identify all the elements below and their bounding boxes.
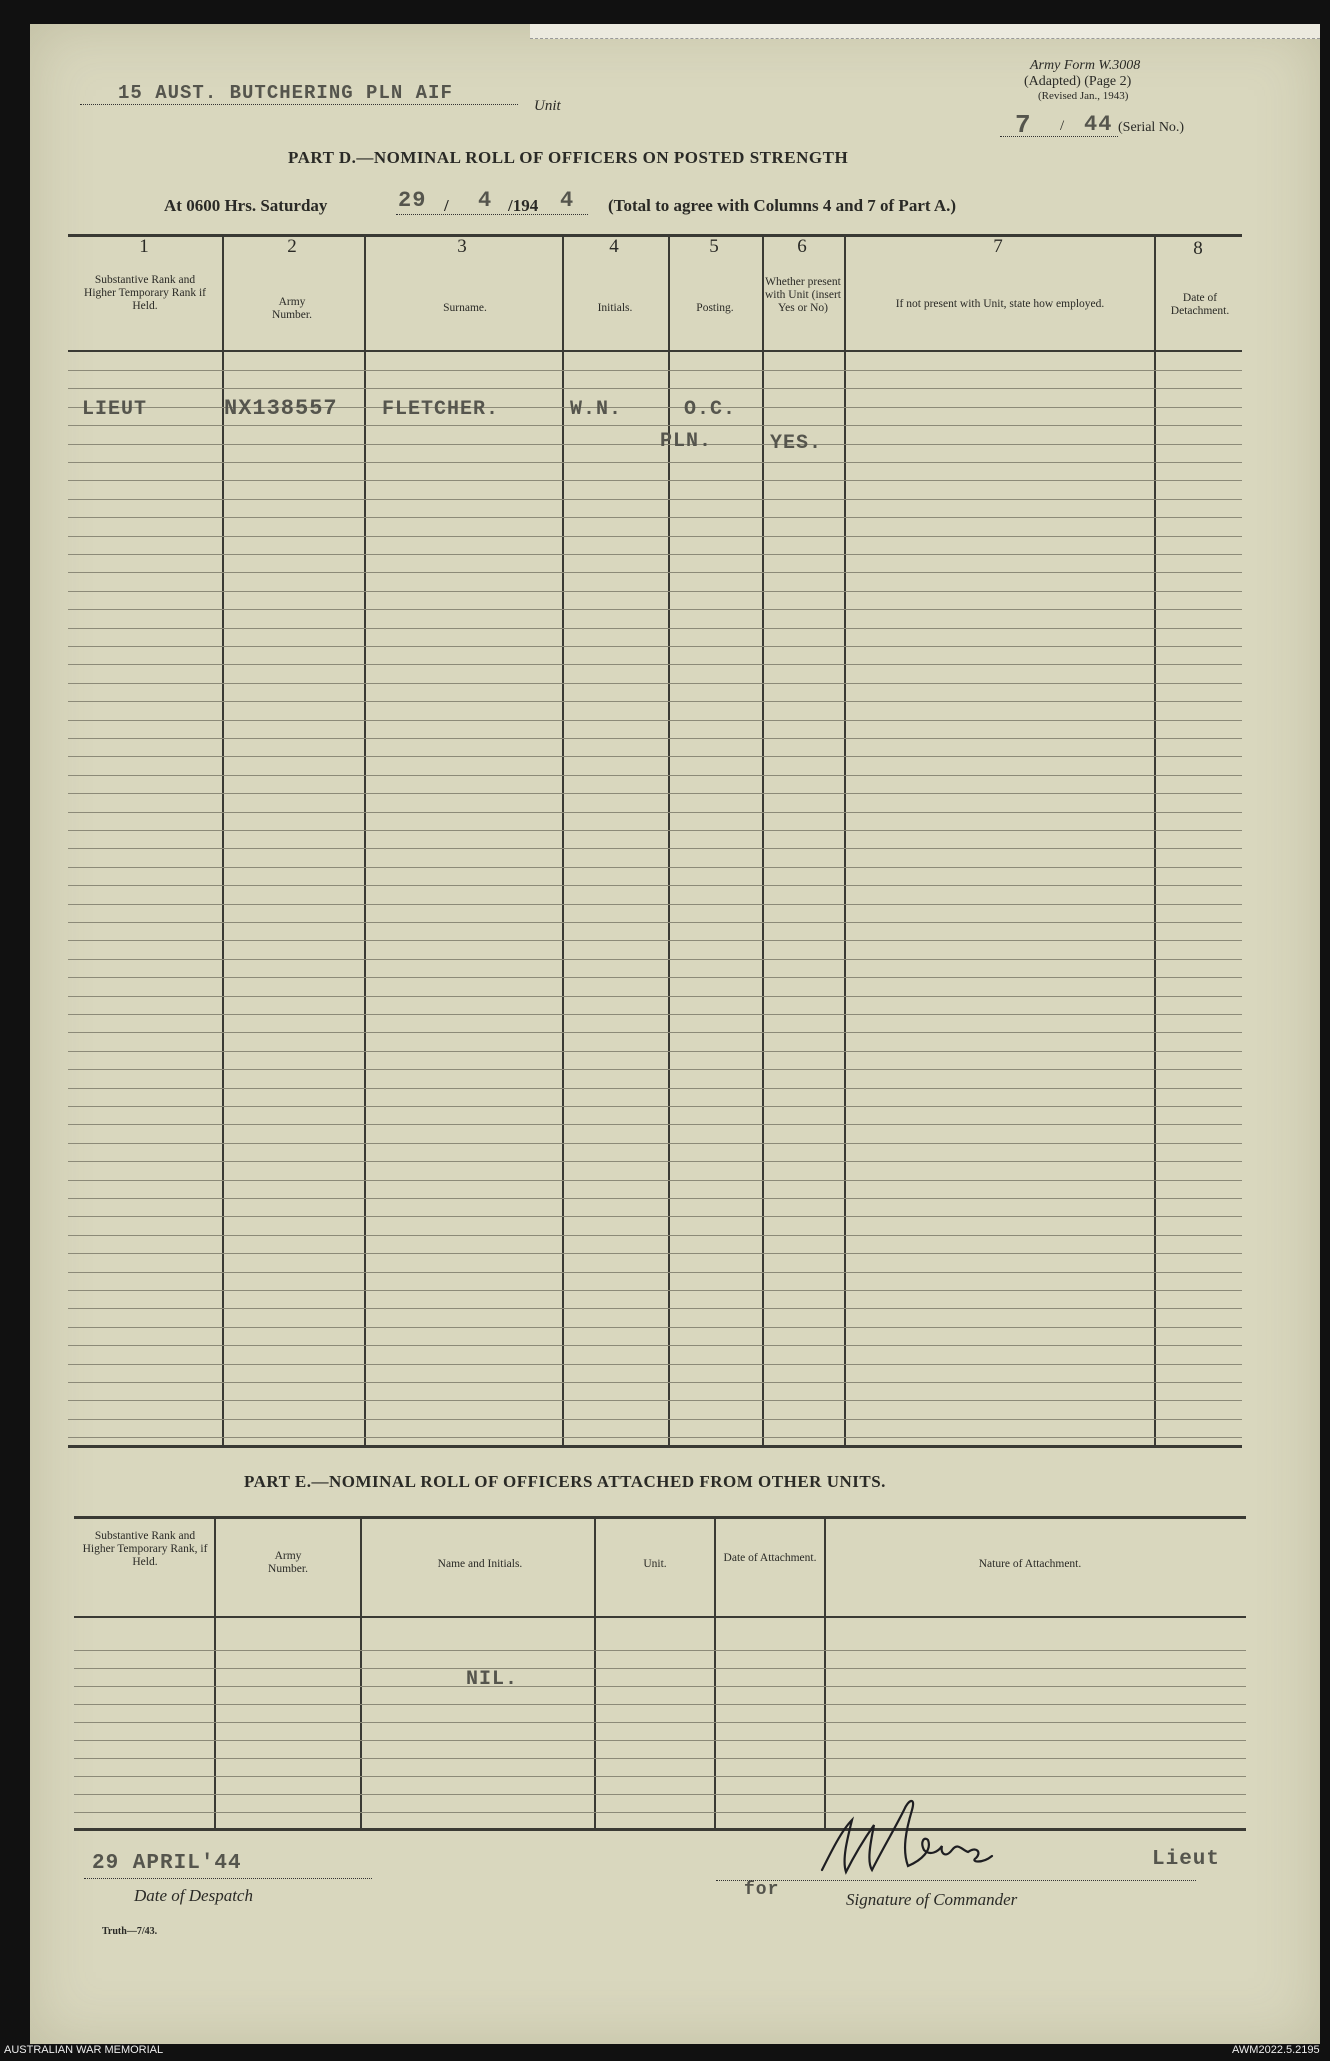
col-head-initials: Initials.: [597, 302, 633, 314]
ruled-line: [74, 1812, 1246, 1813]
row-surname: FLETCHER.: [382, 398, 500, 421]
form-sheet: [30, 24, 1320, 2044]
part-d-col-divider-2: [364, 234, 366, 1445]
part-d-col-divider-3: [562, 234, 564, 1445]
ruled-line: [68, 1088, 1242, 1089]
ruled-line: [68, 1069, 1242, 1070]
ruled-line: [74, 1740, 1246, 1741]
ruled-line: [68, 1272, 1242, 1273]
total-note: (Total to agree with Columns 4 and 7 of Part A.): [608, 196, 957, 215]
unit-value: 15 AUST. BUTCHERING PLN AIF: [118, 82, 453, 104]
part-e-col-divider-3: [594, 1516, 596, 1828]
ruled-line: [68, 1180, 1242, 1181]
despatch-date: 29 APRIL'44: [92, 1852, 242, 1875]
form-adapted: (Adapted) (Page 2): [1024, 74, 1132, 89]
col-head-employed: If not present with Unit, state how employed.: [895, 298, 1105, 310]
row-army-number: NX138557: [224, 396, 338, 421]
col-number-8: 8: [1193, 238, 1203, 259]
col-head-present: Whether present with Unit (insert Yes or No): [764, 276, 842, 314]
ruled-line: [68, 1032, 1242, 1033]
ruled-line: [68, 959, 1242, 960]
signature-dotted-line: [716, 1880, 1196, 1881]
ruled-line: [68, 720, 1242, 721]
commander-signature-mark: [812, 1790, 1032, 1880]
part-d-col-divider-4: [668, 234, 670, 1445]
ruled-line: [68, 444, 1242, 445]
ruled-line: [68, 1143, 1242, 1144]
part-e-nil-entry: NIL.: [466, 1668, 519, 1691]
ruled-line: [74, 1650, 1246, 1651]
ruled-line: [68, 1198, 1242, 1199]
ruled-line: [74, 1722, 1246, 1723]
col-head-rank: Substantive Rank and Higher Temporary Rank if Held.: [84, 274, 206, 312]
ruled-line: [68, 664, 1242, 665]
ruled-line: [68, 591, 1242, 592]
part-e-col-divider-5: [824, 1516, 826, 1828]
ruled-line: [68, 922, 1242, 923]
ruled-line: [68, 1345, 1242, 1346]
paper-tape: [530, 24, 1320, 39]
ruled-line: [68, 1290, 1242, 1291]
date-month: 4: [478, 188, 493, 213]
printer-imprint: Truth—7/43.: [102, 1926, 158, 1937]
part-d-col-divider-6: [844, 234, 846, 1445]
date-year-prefix: /194: [508, 196, 539, 215]
ruled-line: [68, 1382, 1242, 1383]
col-number-7: 7: [993, 236, 1003, 257]
ruled-line: [68, 701, 1242, 702]
date-day: 29: [398, 188, 427, 213]
ruled-line: [68, 1400, 1242, 1401]
ruled-line: [68, 977, 1242, 978]
unit-label: Unit: [534, 98, 561, 114]
ruled-line: [68, 1327, 1242, 1328]
ruled-line: [74, 1758, 1246, 1759]
part-e-head-unit: Unit.: [643, 1558, 667, 1570]
ruled-line: [68, 904, 1242, 905]
row-posting-line2: PLN.: [660, 430, 713, 453]
at-hours-label: At 0600 Hrs. Saturday: [164, 196, 328, 215]
ruled-line: [68, 996, 1242, 997]
archive-label-left: AUSTRALIAN WAR MEMORIAL: [4, 2044, 164, 2056]
part-e-head-date: Date of Attachment.: [723, 1552, 817, 1564]
row-present: YES.: [770, 432, 823, 455]
ruled-line: [68, 738, 1242, 739]
commander-rank: Lieut: [1152, 1848, 1221, 1871]
date-dotted-line: [396, 214, 588, 215]
ruled-line: [68, 683, 1242, 684]
part-e-top-border: [74, 1516, 1246, 1519]
ruled-line: [68, 462, 1242, 463]
ruled-line: [68, 572, 1242, 573]
despatch-label: Date of Despatch: [134, 1886, 253, 1905]
part-e-bottom-border: [74, 1828, 1246, 1831]
serial-label: (Serial No.): [1118, 120, 1185, 135]
part-d-bottom-border: [68, 1445, 1242, 1448]
ruled-line: [74, 1794, 1246, 1795]
part-e-head-name: Name and Initials.: [437, 1558, 523, 1570]
part-e-title: PART E.—NOMINAL ROLL OF OFFICERS ATTACHED FROM OTHER UNITS.: [244, 1472, 886, 1491]
ruled-line: [68, 1014, 1242, 1015]
ruled-line: [68, 1308, 1242, 1309]
archive-label-right: AWM2022.5.2195: [1232, 2044, 1320, 2056]
ruled-line: [68, 425, 1242, 426]
part-e-head-army-number: Army Number.: [268, 1550, 308, 1575]
ruled-line: [68, 1106, 1242, 1107]
part-d-col-divider-5: [762, 234, 764, 1445]
serial-part2: 44: [1084, 112, 1113, 137]
ruled-line: [74, 1668, 1246, 1669]
part-d-top-border: [68, 234, 1242, 237]
part-d-col-divider-7: [1154, 234, 1156, 1445]
ruled-line: [68, 1051, 1242, 1052]
unit-dotted-line: [80, 104, 518, 105]
for-label: for: [744, 1880, 780, 1900]
ruled-line: [68, 1364, 1242, 1365]
ruled-line: [68, 480, 1242, 481]
ruled-line: [68, 885, 1242, 886]
col-number-2: 2: [287, 236, 297, 257]
date-year-digit: 4: [560, 188, 575, 213]
ruled-line: [74, 1686, 1246, 1687]
ruled-line: [68, 1124, 1242, 1125]
col-head-detachment: Date of Detachment.: [1170, 292, 1230, 317]
part-e-header-rule: [74, 1616, 1246, 1618]
row-initials: W.N.: [570, 398, 623, 421]
ruled-line: [68, 646, 1242, 647]
col-number-3: 3: [457, 236, 467, 257]
part-d-header-rule: [68, 350, 1242, 352]
ruled-line: [68, 517, 1242, 518]
ruled-line: [68, 554, 1242, 555]
row-posting-line1: O.C.: [684, 398, 737, 421]
part-e-col-divider-2: [360, 1516, 362, 1828]
part-d-title: PART D.—NOMINAL ROLL OF OFFICERS ON POSTED STRENGTH: [288, 148, 849, 167]
part-e-col-divider-4: [714, 1516, 716, 1828]
signature-label: Signature of Commander: [846, 1890, 1018, 1909]
ruled-line: [68, 848, 1242, 849]
form-revised: (Revised Jan., 1943): [1038, 90, 1129, 102]
ruled-line: [68, 628, 1242, 629]
part-e-col-divider-1: [214, 1516, 216, 1828]
ruled-line: [68, 1437, 1242, 1438]
ruled-line: [68, 609, 1242, 610]
serial-separator: /: [1060, 118, 1065, 134]
ruled-line: [68, 793, 1242, 794]
ruled-line: [68, 370, 1242, 371]
form-number: Army Form W.3008: [1030, 58, 1141, 73]
ruled-line: [68, 1253, 1242, 1254]
part-e-head-rank: Substantive Rank and Higher Temporary Rank, if Held.: [82, 1530, 208, 1568]
ruled-line: [68, 499, 1242, 500]
ruled-line: [68, 1235, 1242, 1236]
part-e-head-nature: Nature of Attachment.: [978, 1558, 1082, 1570]
ruled-line: [74, 1704, 1246, 1705]
ruled-line: [68, 812, 1242, 813]
serial-part1: 7: [1015, 110, 1032, 140]
col-head-army-number: Army Number.: [272, 296, 312, 321]
col-number-4: 4: [609, 236, 619, 257]
ruled-line: [68, 388, 1242, 389]
col-number-5: 5: [709, 236, 719, 257]
date-sep: /: [444, 196, 449, 215]
ruled-line: [74, 1776, 1246, 1777]
ruled-line: [68, 756, 1242, 757]
row-rank: LIEUT: [82, 398, 148, 421]
ruled-line: [68, 1161, 1242, 1162]
ruled-line: [68, 830, 1242, 831]
ruled-line: [68, 867, 1242, 868]
ruled-line: [68, 775, 1242, 776]
despatch-dotted-line: [84, 1878, 372, 1879]
col-head-posting: Posting.: [696, 302, 734, 314]
col-number-1: 1: [139, 236, 149, 257]
ruled-line: [68, 1216, 1242, 1217]
col-number-6: 6: [797, 236, 807, 257]
ruled-line: [68, 1419, 1242, 1420]
ruled-line: [68, 940, 1242, 941]
ruled-line: [68, 536, 1242, 537]
col-head-surname: Surname.: [443, 302, 487, 314]
